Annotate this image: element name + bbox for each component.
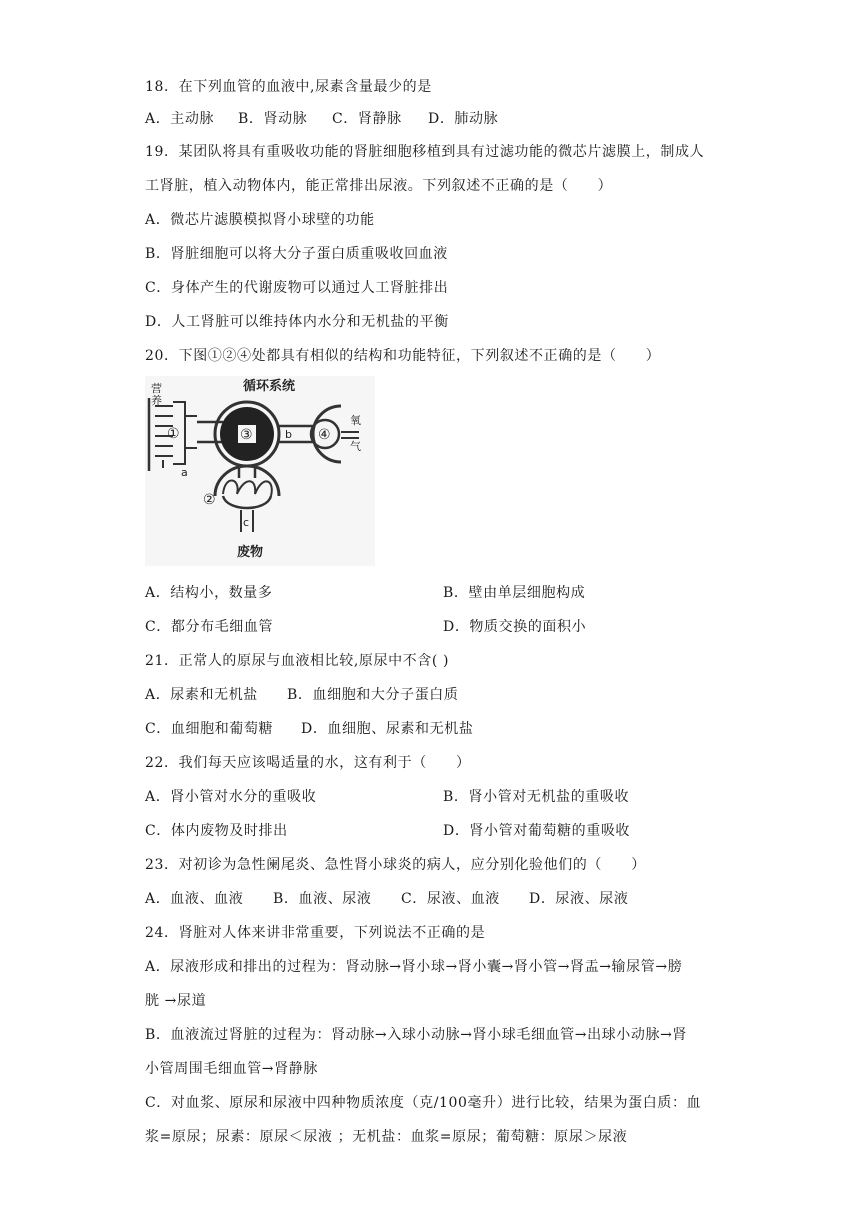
q19-stem-line2: 工肾脏，植入动物体内，能正常排出尿液。下列叙述不正确的是（ ） [145,178,613,194]
q23-option-a: A．血液、血液 [145,891,244,907]
q19-option-a: A．微芯片滤膜模拟肾小球壁的功能 [145,212,375,228]
q23-option-b: B．血液、尿液 [273,891,372,907]
q18-option-a: A．主动脉 [145,111,215,127]
marker-2: ② [203,492,216,508]
q21-option-c: C．血细胞和葡萄糖 [145,721,274,737]
figure-svg [145,376,375,566]
q18-option-b: B．肾动脉 [238,111,308,127]
q24-option-a-line1: A．尿液形成和排出的过程为：肾动脉→肾小球→肾小囊→肾小管→肾盂→输尿管→膀 [145,959,683,975]
q22-option-d: D．肾小管对葡萄糖的重吸收 [443,823,631,839]
oxygen-label-top: 氧 [350,414,361,427]
q23-option-d: D．尿液、尿液 [529,891,629,907]
q24-option-b-line1: B．血液流过肾脏的过程为：肾动脉→入球小动脉→肾小球毛细血管→出球小动脉→肾 [145,1027,688,1043]
q21-stem: 21．正常人的原尿与血液相比较,原尿中不含( ) [145,653,450,669]
q20-stem: 20．下图①②④处都具有相似的结构和功能特征，下列叙述不正确的是（ ） [145,348,661,364]
q20-option-b: B．壁由单层细胞构成 [443,585,586,601]
q22-stem: 22．我们每天应该喝适量的水，这有利于（ ） [145,755,471,771]
marker-4: ④ [318,427,331,443]
q22-option-c: C．体内废物及时排出 [145,823,288,839]
q24-option-c-line2: 浆=原尿；尿素：原尿＜尿液 ；无机盐：血浆=原尿；葡萄糖：原尿＞尿液 [145,1129,628,1145]
q18-option-d: D．肺动脉 [428,111,499,127]
q18-stem: 18．在下列血管的血液中,尿素含量最少的是 [145,79,432,95]
nutrition-label-top: 营 [151,382,162,395]
q22-option-a: A．肾小管对水分的重吸收 [145,789,317,805]
q22-option-b: B．肾小管对无机盐的重吸收 [443,789,630,805]
q20-option-d: D．物质交换的面积小 [443,619,587,635]
q19-option-d: D．人工肾脏可以维持体内水分和无机盐的平衡 [145,314,449,330]
q24-option-a-line2: 胱 →尿道 [145,993,207,1009]
q24-stem: 24．肾脏对人体来讲非常重要，下列说法不正确的是 [145,925,486,941]
q24-option-c-line1: C．对血浆、原尿和尿液中四种物质浓度（克/100毫升）进行比较，结果为蛋白质：血 [145,1095,702,1111]
marker-1: ① [167,426,180,442]
letter-c: c [243,516,250,529]
nutrition-label-bottom: 养 [151,394,162,407]
q21-option-b: B．血细胞和大分子蛋白质 [287,687,459,703]
circulation-label: 循环系统 [243,379,296,394]
q18-option-c: C．肾静脉 [332,111,402,127]
q23-option-c: C．尿液、血液 [401,891,500,907]
q20-option-a: A．结构小，数量多 [145,585,273,601]
q24-option-b-line2: 小管周围毛细血管→肾静脉 [145,1061,318,1077]
waste-label: 废物 [237,545,264,560]
marker-3: ③ [240,427,253,443]
q23-stem: 23．对初诊为急性阑尾炎、急性肾小球炎的病人，应分别化验他们的（ ） [145,857,646,873]
exchange-structures-figure [145,376,375,566]
q19-option-b: B．肾脏细胞可以将大分子蛋白质重吸收回血液 [145,246,448,262]
letter-a: a [181,466,188,479]
q19-option-c: C．身体产生的代谢废物可以通过人工肾脏排出 [145,280,449,296]
q21-option-d: D．血细胞、尿素和无机盐 [301,721,474,737]
oxygen-label-bottom: 气 [350,440,361,453]
q20-option-c: C．都分布毛细血管 [145,619,274,635]
letter-b: b [285,428,292,441]
q21-option-a: A．尿素和无机盐 [145,687,258,703]
q19-stem-line1: 19．某团队将具有重吸收功能的肾脏细胞移植到具有过滤功能的微芯片滤膜上，制成人 [145,144,705,160]
